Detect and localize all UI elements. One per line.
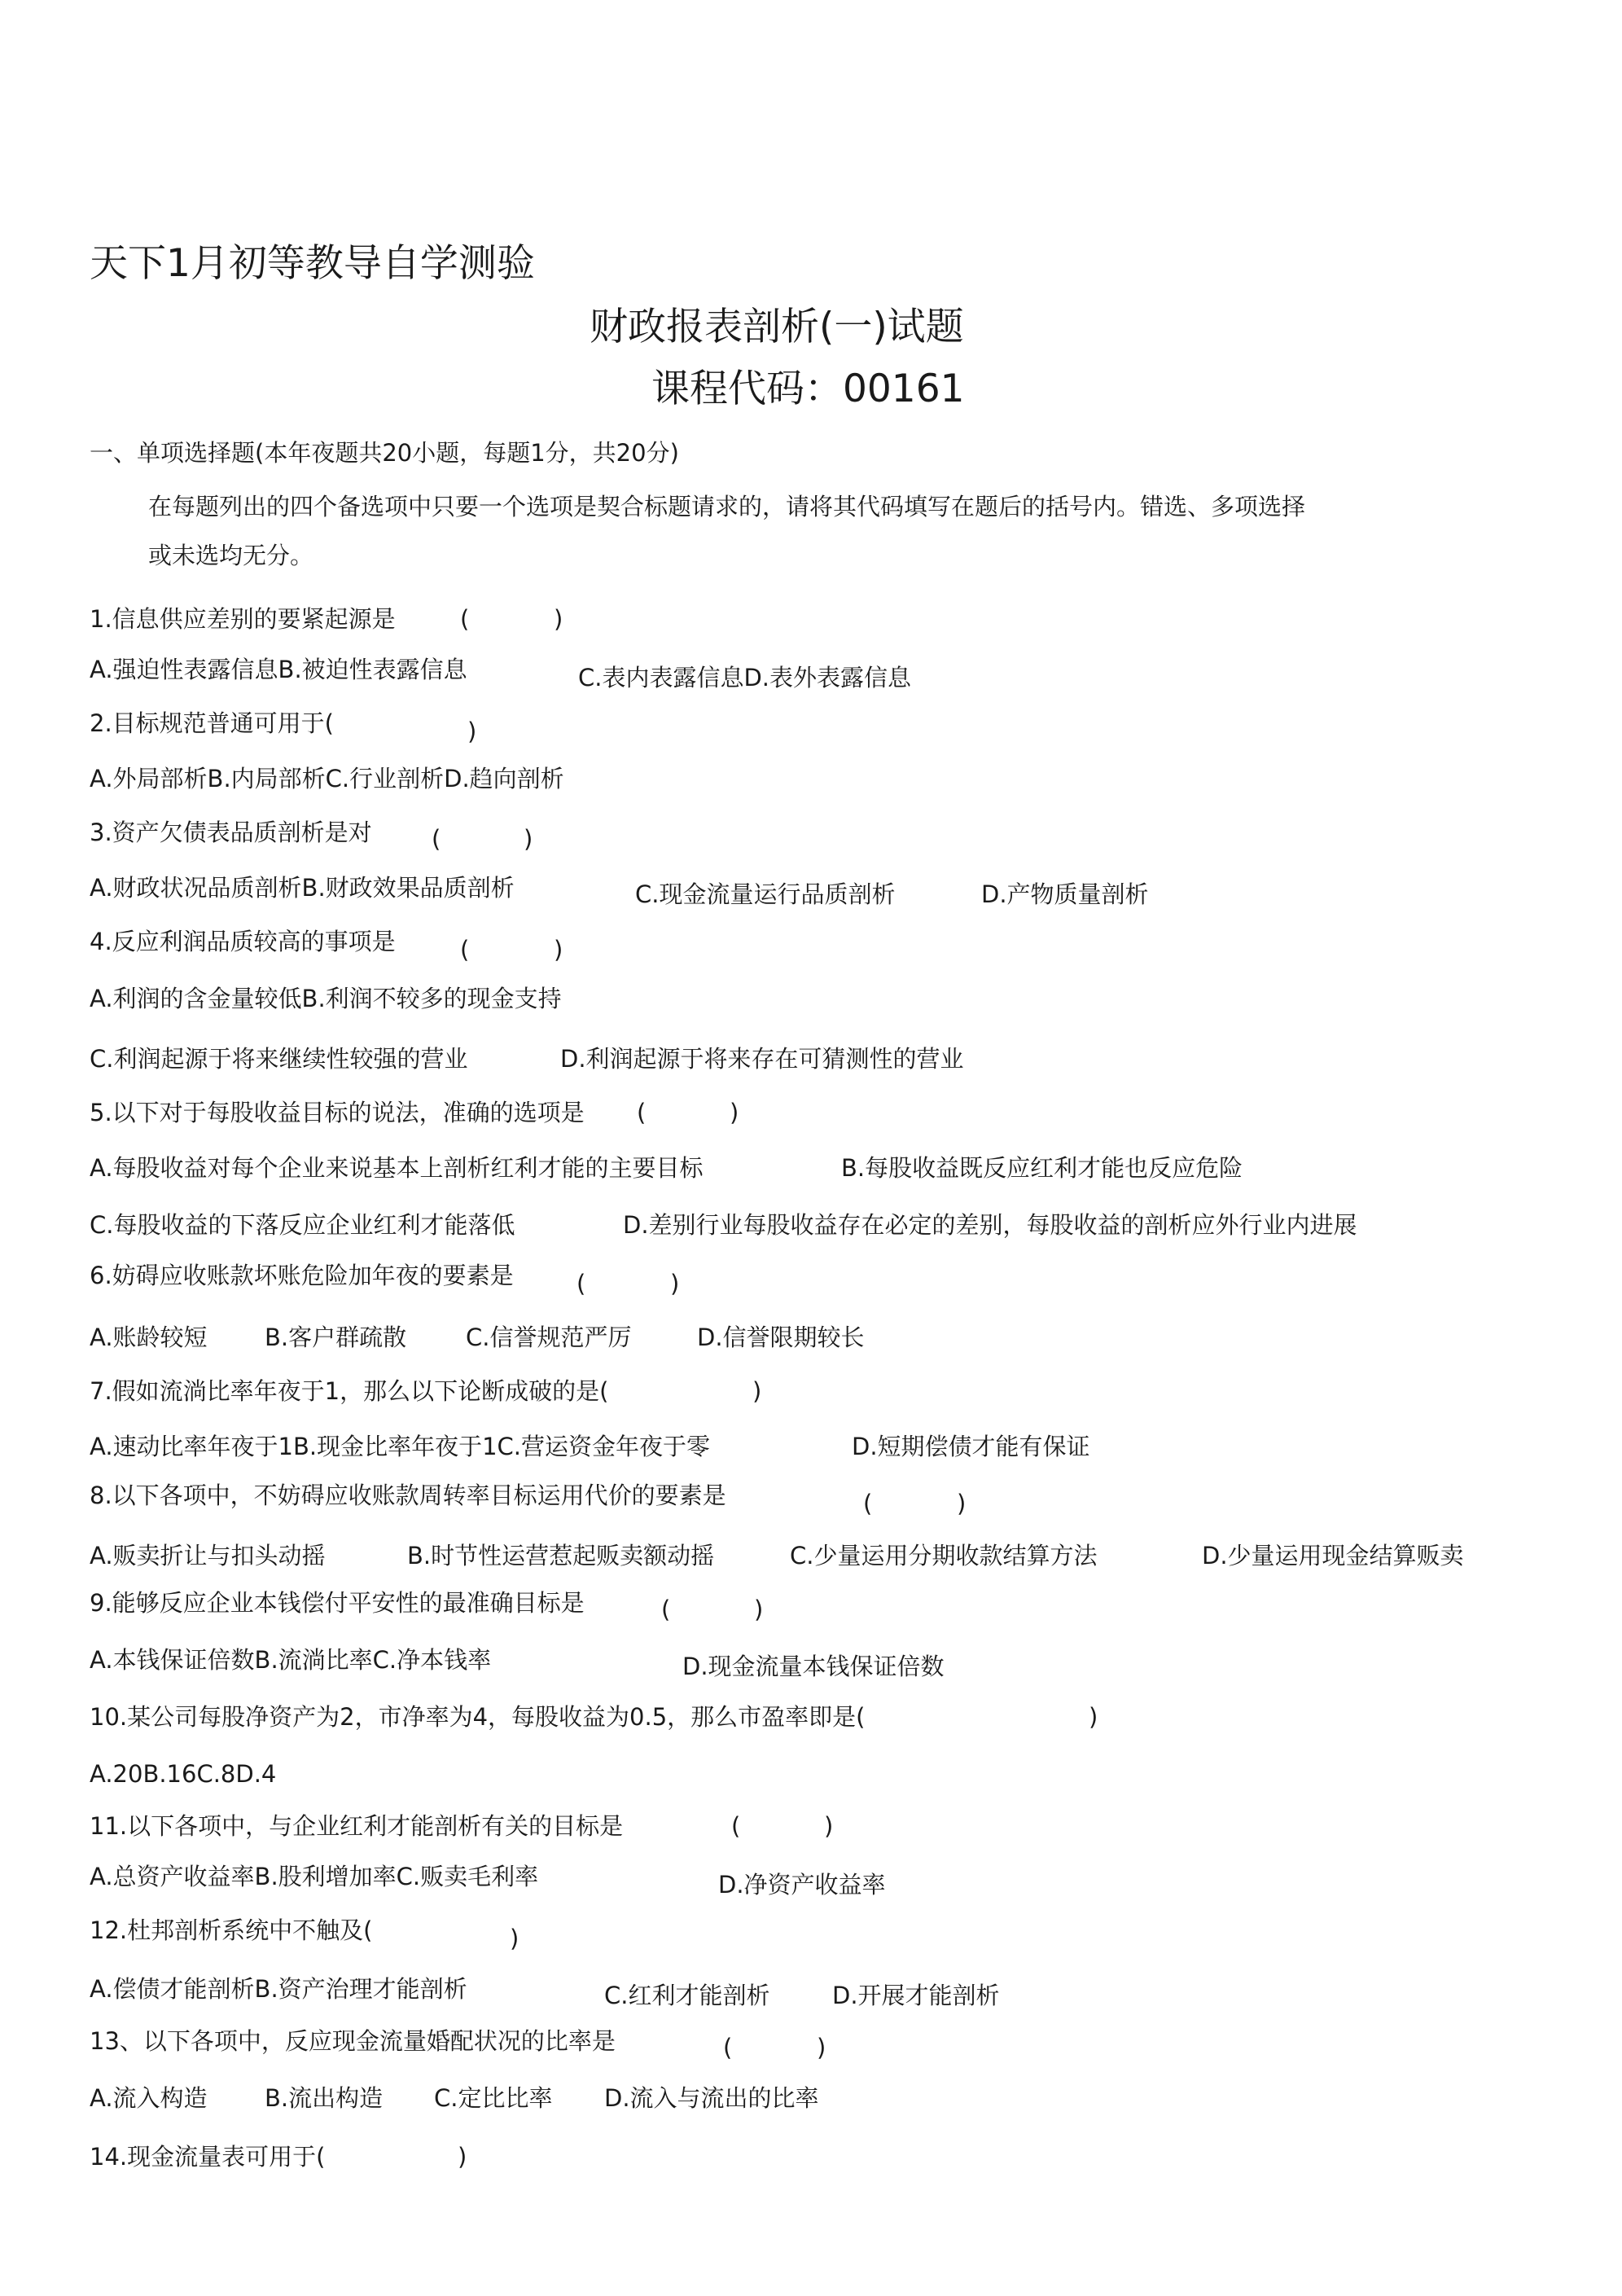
question-stem: 5.以下对于每股收益目标的说法，准确的选项是 [90,1099,585,1126]
question-stem: 13、以下各项中，反应现金流量婚配状况的比率是 [90,2027,616,2055]
question-option: B.每股收益既反应红利才能也反应危险 [841,1154,1243,1182]
question-option: B.时节性运营惹起贩卖额动摇 [407,1542,715,1569]
question-stem: 12.杜邦剖析系统中不触及( [90,1916,373,1944]
answer-bracket-open: ( [723,2034,733,2061]
question-stem: 2.目标规范普通可用于( [90,709,334,737]
answer-bracket-close: ) [458,2143,467,2171]
question-stem: 9.能够反应企业本钱偿付平安性的最准确目标是 [90,1589,585,1617]
question-option: A.20B.16C.8D.4 [90,1760,277,1788]
course-code: 课程代码：00161 [651,367,965,411]
answer-bracket-open: ( [863,1490,873,1517]
answer-bracket-open: ( [460,936,470,964]
question-stem: 6.妨碍应收账款坏账危险加年夜的要素是 [90,1262,514,1289]
answer-bracket-close: ) [957,1490,967,1517]
question-option: A.财政状况品质剖析B.财政效果品质剖析 [90,874,515,902]
question-option: B.客户群疏散 [265,1324,407,1351]
question-stem: 8.以下各项中，不妨碍应收账款周转率目标运用代价的要素是 [90,1482,726,1509]
question-option: C.利润起源于将来继续性较强的营业 [90,1045,468,1073]
question-option: A.总资产收益率B.股利增加率C.贩卖毛利率 [90,1863,539,1890]
question-option: A.强迫性表露信息B.被迫性表露信息 [90,656,467,683]
question-stem: 14.现金流量表可用于( [90,2143,326,2171]
answer-bracket-open: ( [460,605,470,633]
question-stem: 11.以下各项中，与企业红利才能剖析有关的目标是 [90,1812,624,1840]
question-option: C.少量运用分期收款结算方法 [790,1542,1098,1569]
answer-bracket-close: ) [824,1812,834,1840]
question-stem: 10.某公司每股净资产为2，市净率为4，每股收益为0.5，那么市盈率即是( [90,1703,866,1731]
question-option: D.开展才能剖析 [832,1982,1000,2009]
question-option: B.流出构造 [265,2084,384,2112]
question-option: C.红利才能剖析 [604,1982,770,2009]
answer-bracket-open: ( [576,1270,586,1297]
question-option: C.现金流量运行品质剖析 [635,880,896,908]
answer-bracket-close: ) [752,1377,762,1405]
question-option: A.利润的含金量较低B.利润不较多的现金支持 [90,985,562,1012]
answer-bracket-close: ) [730,1099,739,1126]
answer-bracket-open: ( [731,1812,741,1840]
question-option: D.少量运用现金结算贩卖 [1202,1542,1464,1569]
question-option: C.定比比率 [434,2084,553,2112]
question-stem: 1.信息供应差别的要紧起源是 [90,605,396,633]
answer-bracket-close: ) [554,605,563,633]
question-option: D.净资产收益率 [718,1871,886,1899]
answer-bracket-close: ) [467,718,477,745]
answer-bracket-close: ) [510,1925,519,1952]
question-option: A.外局部析B.内局部析C.行业剖析D.趋向剖析 [90,765,564,792]
question-option: D.差别行业每股收益存在必定的差别，每股收益的剖析应外行业内进展 [623,1211,1357,1239]
question-option: A.速动比率年夜于1B.现金比率年夜于1C.营运资金年夜于零 [90,1433,711,1460]
question-option: A.贩卖折让与扣头动摇 [90,1542,326,1569]
section-instruction: 在每题列出的四个备选项中只要一个选项是契合标题请求的，请将其代码填写在题后的括号内。错选、多项选择 [148,493,1306,520]
answer-bracket-open: ( [661,1596,671,1623]
question-stem: 3.资产欠债表品质剖析是对 [90,819,372,846]
answer-bracket-close: ) [670,1270,680,1297]
question-stem: 4.反应利润品质较高的事项是 [90,928,396,955]
answer-bracket-close: ) [554,936,563,964]
answer-bracket-open: ( [637,1099,647,1126]
answer-bracket-close: ) [754,1596,764,1623]
question-option: A.账龄较短 [90,1324,208,1351]
answer-bracket-open: ( [432,825,441,853]
answer-bracket-close: ) [524,825,533,853]
question-option: A.偿债才能剖析B.资产治理才能剖析 [90,1975,467,2003]
subject-title: 财政报表剖析(一)试题 [590,305,964,349]
question-option: C.每股收益的下落反应企业红利才能落低 [90,1211,515,1239]
question-option: D.利润起源于将来存在可猜测性的营业 [560,1045,964,1073]
answer-bracket-close: ) [817,2034,826,2061]
question-stem: 7.假如流淌比率年夜于1，那么以下论断成破的是( [90,1377,609,1405]
exam-title: 天下1月初等教导自学测验 [90,241,535,286]
question-option: D.流入与流出的比率 [604,2084,819,2112]
question-option: A.每股收益对每个企业来说基本上剖析红利才能的主要目标 [90,1154,704,1182]
answer-bracket-close: ) [1089,1703,1098,1731]
question-option: A.流入构造 [90,2084,208,2112]
question-option: C.信誉规范严厉 [466,1324,632,1351]
section-heading: 一、单项选择题(本年夜题共20小题，每题1分，共20分) [90,439,679,467]
section-instruction: 或未选均无分。 [148,542,314,569]
question-option: D.现金流量本钱保证倍数 [682,1653,945,1680]
question-option: D.信誉限期较长 [697,1324,865,1351]
question-option: D.产物质量剖析 [981,880,1149,908]
question-option: A.本钱保证倍数B.流淌比率C.净本钱率 [90,1646,492,1674]
question-option: C.表内表露信息D.表外表露信息 [578,664,912,691]
question-option: D.短期偿债才能有保证 [852,1433,1090,1460]
